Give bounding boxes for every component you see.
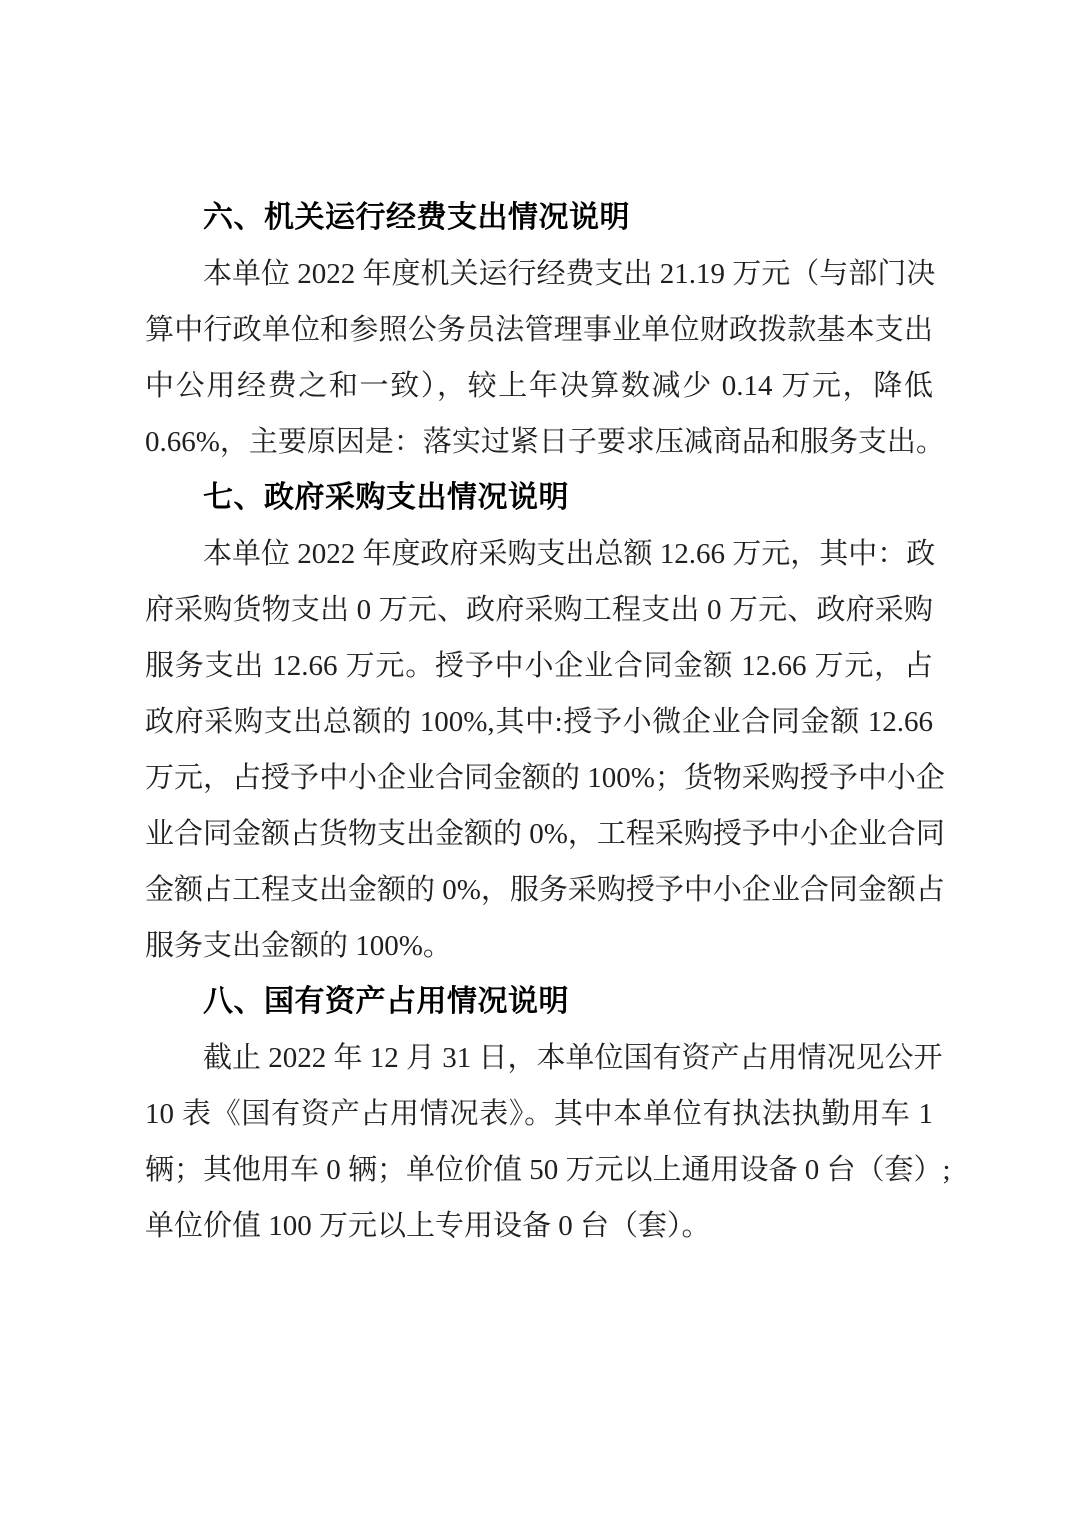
- section-8-paragraph-line-3: 辆；其他用车 0 辆；单位价值 50 万元以上通用设备 0 台（套）;: [145, 1154, 951, 1186]
- section-6-heading: 六、机关运行经费支出情况说明: [203, 200, 630, 235]
- section-6-paragraph-line-1: 本单位 2022 年度机关运行经费支出 21.19 万元（与部门决: [203, 258, 936, 290]
- section-7-paragraph-line-3: 服务支出 12.66 万元。授予中小企业合同金额 12.66 万元，占: [145, 650, 933, 682]
- section-7-paragraph-line-7: 金额占工程支出金额的 0%，服务采购授予中小企业合同金额占: [145, 874, 945, 906]
- section-7-paragraph-line-4: 政府采购支出总额的 100%,其中:授予小微企业合同金额 12.66: [145, 706, 933, 738]
- section-8-paragraph-line-4: 单位价值 100 万元以上专用设备 0 台（套）。: [145, 1210, 711, 1242]
- section-8-heading: 八、国有资产占用情况说明: [203, 984, 569, 1019]
- section-8-paragraph-line-2: 10 表《国有资产占用情况表》。其中本单位有执法执勤用车 1: [145, 1098, 933, 1130]
- section-6-paragraph-line-3: 中公用经费之和一致），较上年决算数减少 0.14 万元，降低: [145, 370, 933, 402]
- section-7-paragraph-line-8: 服务支出金额的 100%。: [145, 930, 452, 962]
- section-7-paragraph-line-6: 业合同金额占货物支出金额的 0%，工程采购授予中小企业合同: [145, 818, 945, 850]
- section-7-paragraph-line-5: 万元，占授予中小企业合同金额的 100%；货物采购授予中小企: [145, 762, 945, 794]
- section-7-paragraph-line-1: 本单位 2022 年度政府采购支出总额 12.66 万元，其中：政: [203, 538, 936, 570]
- section-7-paragraph-line-2: 府采购货物支出 0 万元、政府采购工程支出 0 万元、政府采购: [145, 594, 933, 626]
- section-7-heading: 七、政府采购支出情况说明: [203, 480, 569, 515]
- document-content: [145, 190, 951, 1254]
- section-6-paragraph-line-4: 0.66%，主要原因是：落实过紧日子要求压减商品和服务支出。: [145, 426, 945, 458]
- section-6-paragraph-line-2: 算中行政单位和参照公务员法管理事业单位财政拨款基本支出: [145, 314, 933, 346]
- section-8-paragraph-line-1: 截止 2022 年 12 月 31 日，本单位国有资产占用情况见公开: [203, 1042, 943, 1074]
